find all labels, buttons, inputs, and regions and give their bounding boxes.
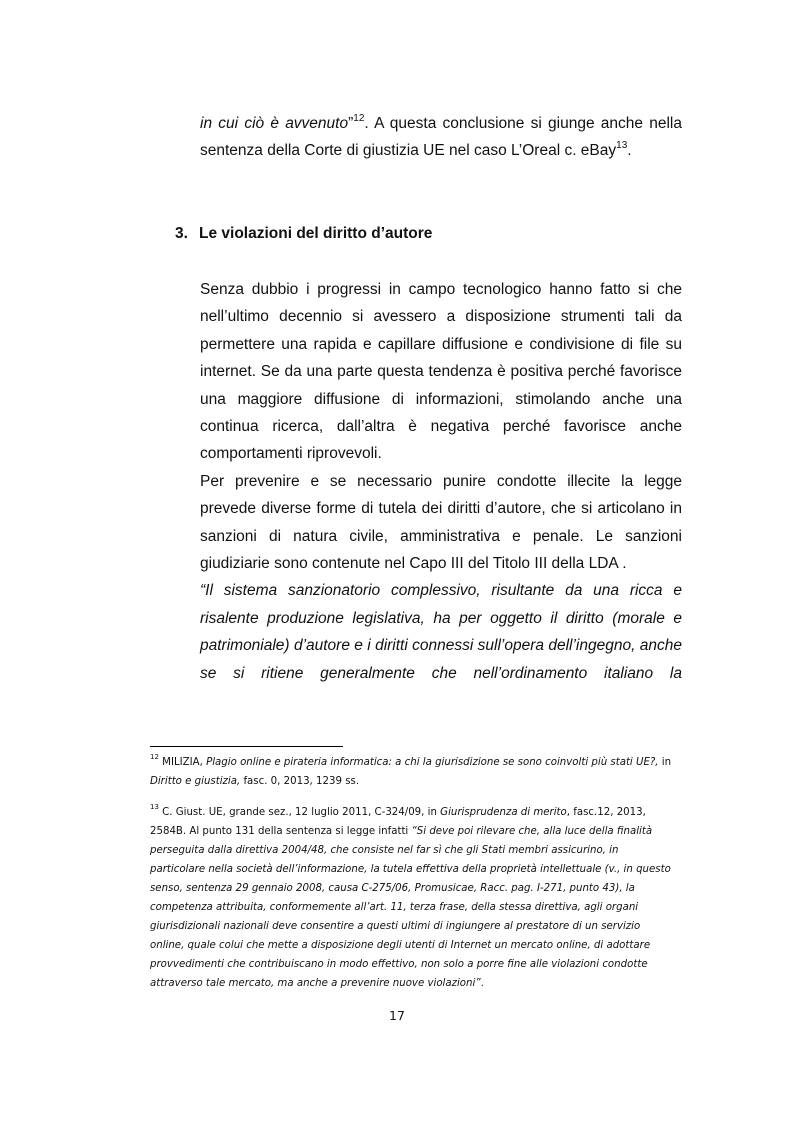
paragraph-2: Per prevenire e se necessario punire condotte illecite la legge prevede diverse forme di tutela dei diritti d’autore, che si articolano in sanzioni di natura civile, amministrativa e penale. Le sanzioni giudiziarie sono contenute nel Capo III del Titolo III della LDA . <box>200 472 682 573</box>
paragraph-3-quote: “Il sistema sanzionatorio complessivo, risultante da una ricca e risalente produzione legislativa, ha per oggetto il diritto (morale e patrimoniale) d’autore e i diritti connessi sull’opera dell’ingegno, anche se si ritiene generalmente che nell’ordinamento italiano la <box>200 582 682 682</box>
quote-ending: in cui ciò è avvenuto <box>200 115 349 132</box>
footnote-separator <box>150 746 343 747</box>
paragraph-1: Senza dubbio i progressi in campo tecnologico hanno fatto si che nell’ultimo decennio si avessero a disposizione strumenti tali da permettere una rapida e capillare diffusione e condivisione di file su internet. Se da una parte questa tendenza è positiva perché favorisce una maggiore diffusione di informazioni, stimolando anche una continua ricerca, dall’altra è negativa perché favorisce anche comportamenti riprovevoli. <box>200 281 682 463</box>
section-title: Le violazioni del diritto d’autore <box>199 225 433 242</box>
footnote-ref-13[interactable]: 13 <box>616 140 628 152</box>
page-number: 17 <box>389 1008 405 1023</box>
footnote-12: $^{12}$ MILIZIA, Plagio online e pirateria informatica: a chi la giurisdizione se sono coinvolti più stati UE?, in Diritto e giustizia, fasc. 0, 2013, 1239 ss. <box>150 752 672 787</box>
footnote-ref-12[interactable]: 12 <box>353 112 365 124</box>
section-number: 3. <box>175 225 188 242</box>
section-heading <box>175 222 432 246</box>
footnote-13: $^{13}$ C. Giust. UE, grande sez., 12 luglio 2011, C-324/09, in Giurisprudenza di merito, fasc.12, 2013, 2584B. Al punto 131 della sentenza si legge infatti “Si deve poi rilevare che, alla luce della finalità perseguita dalla direttiva 2004/48, che consiste nel far sì che gli Stati membri assicurino, in particolare nella società dell’informazione, la tutela effettiva della proprietà intellettuale (v., in questo senso, sentenza 29 gennaio 2008, causa C-275/06, Promusicae, Racc. pag. I-271, punto 43), la competenza attribuita, conformemente all’art. 11, terza frase, della stessa direttiva, agli organi giurisdizionali nazionali deve consentire a questi ultimi di ingiungere al prestatore di un servizio online, quale colui che mette a disposizione degli utenti di Internet un mercato online, di adottare provvedimenti che contribuiscano in modo effettivo, non solo a porre fine alle violazioni condotte attraverso tale mercato, ma anche a prevenire nuove violazioni”. <box>150 802 671 989</box>
main-text <box>200 276 682 687</box>
intro-paragraph: in cui ciò è avvenuto”$^{12}$. A questa conclusione si giunge anche nella sentenza della Corte di giustizia UE nel caso L’Oreal c. eBay$^{13}$. <box>200 112 682 160</box>
